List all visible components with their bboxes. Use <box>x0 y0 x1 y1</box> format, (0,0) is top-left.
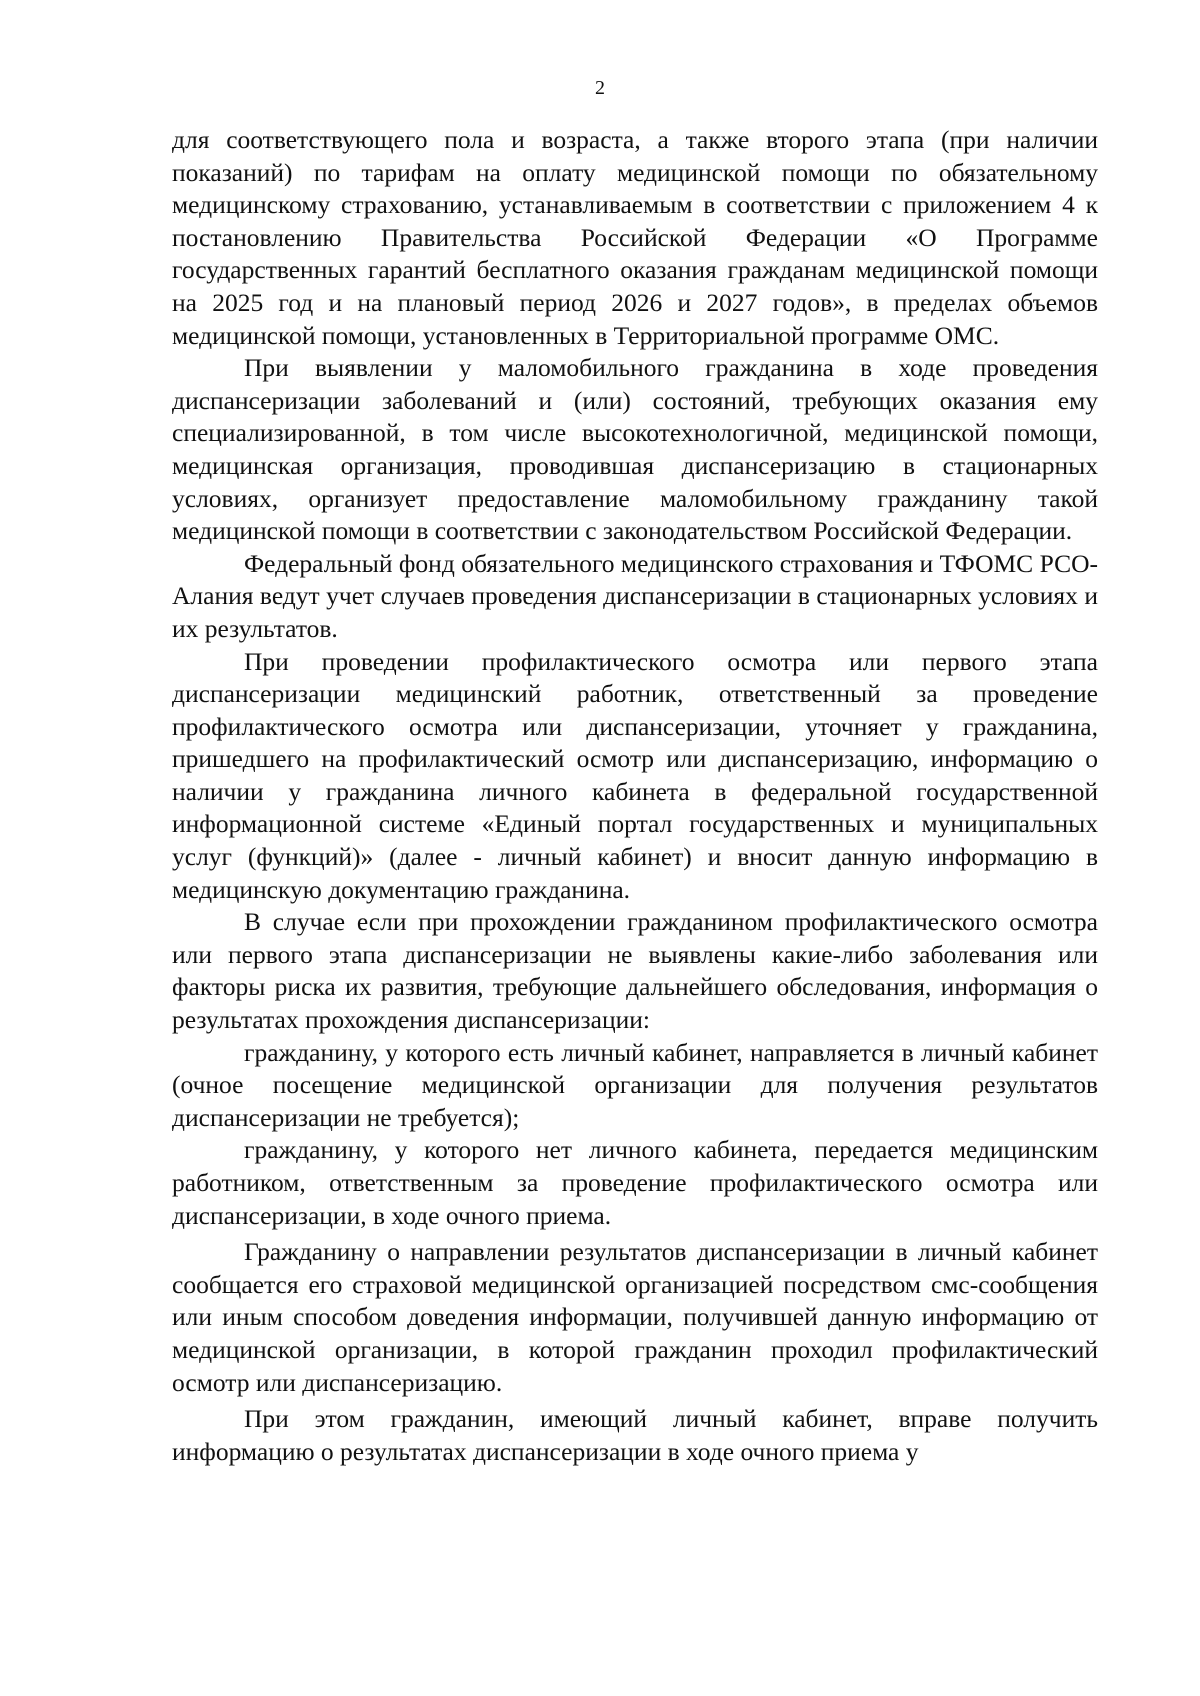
document-body <box>172 124 1098 1468</box>
page-number: 2 <box>595 77 605 99</box>
paragraph-in-person-option: При этом гражданин, имеющий личный кабинет, вправе получить информацию о результатах диспансеризации в ходе очного приема у <box>172 1404 1098 1466</box>
paragraph-low-mobility-referral: При выявлении у маломобильного гражданина в ходе проведения диспансеризации заболеваний и (или) состояний, требующих оказания ему специализированной, в том числе высокотехнологичной, медицинской помощи, медицинская организация, проводившая диспансеризацию в стационарных условиях, организует предоставление маломобильному гражданину такой медицинской помощи в соответствии с законодательством Российской Федерации. <box>172 353 1098 546</box>
paragraph-without-account: гражданину, у которого нет личного кабинета, передается медицинским работником, ответственным за проведение профилактического осмотра или диспансеризации, в ходе очного приема. <box>172 1135 1098 1230</box>
paragraph-continuation: для соответствующего пола и возраста, а также второго этапа (при наличии показаний) по тарифам на оплату медицинской помощи по обязательному медицинскому страхованию, устанавливаемым в соответствии с приложением 4 к постановлению Правительства Российской Федерации «О Программе государственных гарантий бесплатного оказания гражданам медицинской помощи на 2025 год и на плановый период 2026 и 2027 годов», в пределах объемов медицинской помощи, установленных в Территориальной программе ОМС. <box>172 125 1098 350</box>
paragraph-no-findings: В случае если при прохождении гражданином профилактического осмотра или первого этапа диспансеризации не выявлены какие-либо заболевания или факторы риска их развития, требующие дальнейшего обследования, информация о результатах прохождения диспансеризации: <box>172 907 1098 1035</box>
paragraph-accounting: Федеральный фонд обязательного медицинского страхования и ТФОМС РСО-Алания ведут учет случаев проведения диспансеризации в стационарных условиях и их результатов. <box>172 548 1098 643</box>
paragraph-sms-notification: Гражданину о направлении результатов диспансеризации в личный кабинет сообщается его страховой медицинской организацией посредством смс-сообщения или иным способом доведения информации, получившей данную информацию от медицинской организации, в которой гражданин проходил профилактический осмотр или диспансеризацию. <box>172 1237 1098 1397</box>
paragraph-personal-account-check: При проведении профилактического осмотра или первого этапа диспансеризации медицинский работник, ответственный за проведение профилактического осмотра или диспансеризации, уточняет у гражданина, пришедшего на профилактический осмотр или диспансеризацию, информацию о наличии у гражданина личного кабинета в федеральной государственной информационной системе «Единый портал государственных и муниципальных услуг (функций)» (далее - личный кабинет) и вносит данную информацию в медицинскую документацию гражданина. <box>172 646 1098 904</box>
paragraph-with-account: гражданину, у которого есть личный кабинет, направляется в личный кабинет (очное посещение медицинской организации для получения результатов диспансеризации не требуется); <box>172 1037 1098 1132</box>
